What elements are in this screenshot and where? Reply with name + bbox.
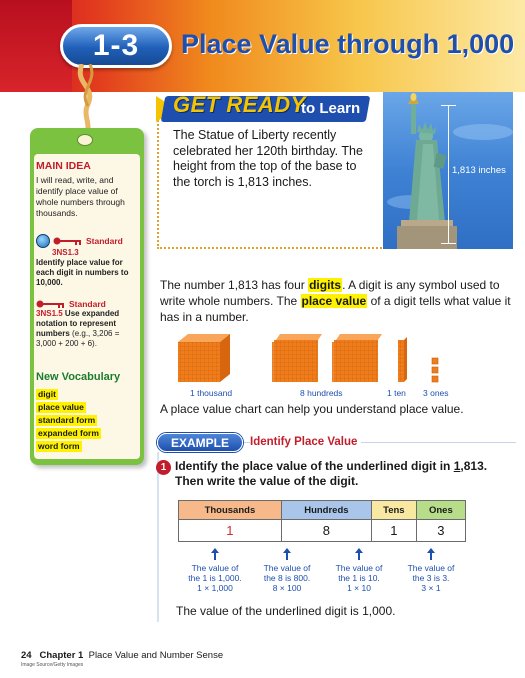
tag-hole [77,134,93,146]
main-idea-title: MAIN IDEA [36,160,91,172]
header-thousands: Thousands [179,501,282,520]
example-question [175,459,495,489]
height-measure-line [448,105,449,244]
header-ones: Ones [416,501,465,520]
standard-1 [36,234,138,288]
ones-units [432,358,438,382]
value-note-ones [396,563,466,593]
chart-header-row [179,501,466,520]
note-line: The value of [191,563,239,573]
question-text: Identify the place value of the underlined digit in [175,459,454,473]
thousand-cube [178,334,230,382]
note-line: The value of [263,563,311,573]
underlined-digit: 1 [453,459,461,473]
lesson-number-badge [60,24,172,68]
vocab-list [36,389,101,454]
chart-digit-row [179,520,466,542]
example-heading: Identify Place Value [250,436,361,448]
digit-hundreds: 8 [281,520,371,542]
main-idea-text: I will read, write, and identify place value of whole numbers through thousands. [36,175,125,218]
example-conclusion: The value of the underlined digit is 1,000. [176,604,396,618]
arrow-up-icon [427,548,435,560]
header-tens: Tens [372,501,417,520]
lesson-title: Place Value through 1,000 [181,29,515,59]
height-label: 1,813 inches [452,165,506,176]
vocab-item-expanded-form[interactable]: expanded form [38,428,99,438]
chapter-title: Place Value and Number Sense [88,650,224,661]
digit-tens: 1 [372,520,417,542]
vocab-item-digit[interactable]: digit [38,389,56,399]
question-text: ,813. Then write the value of the digit. [175,459,488,488]
height-tick-top [441,105,456,106]
block-label-thousand: 1 thousand [190,388,233,398]
arrow-up-icon [355,548,363,560]
note-line: the 8 is 800. [263,573,311,583]
header-hundreds: Hundreds [281,501,371,520]
note-line: the 1 is 10. [338,573,380,583]
digit-thousands: 1 [179,520,282,542]
block-label-ten: 1 ten [387,388,406,398]
main-idea-tag [30,128,144,465]
value-note-thousands [180,563,250,593]
note-line: The value of [335,563,383,573]
term-digits: digits [309,278,342,292]
chapter-label: Chapter 1 [39,650,84,661]
tag-string-icon [72,64,102,134]
page-number: 24 [21,650,32,661]
vocab-item-word-form[interactable]: word form [38,441,80,451]
standard-code: 3NS1.5 [36,309,63,318]
standard-example: (e.g., 3,206 = 3,000 + 200 + 6). [36,329,120,348]
term-place-value: place value [301,294,367,308]
para-text: . A digit is any symbol used to write whole numbers. The [160,278,500,308]
vocab-title: New Vocabulary [36,371,121,383]
key-icon [53,237,83,245]
standard-label: Standard [69,299,106,309]
arrow-up-icon [211,548,219,560]
chart-intro-text: A place value chart can help you understand place value. [160,402,464,416]
note-line: the 1 is 1,000. [188,573,242,583]
base-ten-blocks [160,330,515,400]
arrow-up-icon [283,548,291,560]
get-ready-text: The Statue of Liberty recently celebrated her 120th birthday. The height from the top of the base to the torch is 1,813 inches. [173,128,363,189]
note-line: 1 × 1,000 [197,583,233,593]
standard-2 [36,299,138,349]
get-ready-title: GET READY [173,92,306,117]
value-note-tens [324,563,394,593]
block-label-ones: 3 ones [423,388,449,398]
key-icon [36,300,66,308]
get-ready-subtitle: to Learn [301,100,361,117]
example-border [157,452,159,622]
step-number-badge: 1 [156,460,171,475]
digits-paragraph [160,277,515,325]
digit-ones: 3 [416,520,465,542]
example-tab: EXAMPLE [157,433,243,452]
standard-label: Standard [86,236,123,246]
vocab-item-standard-form[interactable]: standard form [38,415,96,425]
para-text: The number 1,813 has four [160,278,309,292]
note-line: 3 × 1 [421,583,441,593]
note-line: The value of [407,563,455,573]
value-note-hundreds [252,563,322,593]
hundred-flats [272,334,382,382]
note-line: the 3 is 3. [412,573,450,583]
standard-description: Use expanded notation to represent numbers [36,309,120,338]
height-tick-bottom [441,243,456,244]
page-footer [21,650,223,661]
standard-description: Identify place value for each digit in numbers to 10,000. [36,258,129,287]
para-text: of a digit tells what value it has in a number. [160,294,511,324]
note-line: 1 × 10 [347,583,371,593]
lesson-number: 1-3 [92,29,140,62]
block-label-hundreds: 8 hundreds [300,388,343,398]
ten-rod [398,337,407,382]
globe-icon [36,234,50,248]
base-ten-blocks-icon [160,330,515,385]
standard-code: 3NS1.3 [52,248,79,257]
note-line: 8 × 100 [272,583,302,593]
photo-credit: Image Source/Getty Images [21,662,84,668]
vocab-item-place-value[interactable]: place value [38,402,84,412]
place-value-chart [178,500,466,542]
